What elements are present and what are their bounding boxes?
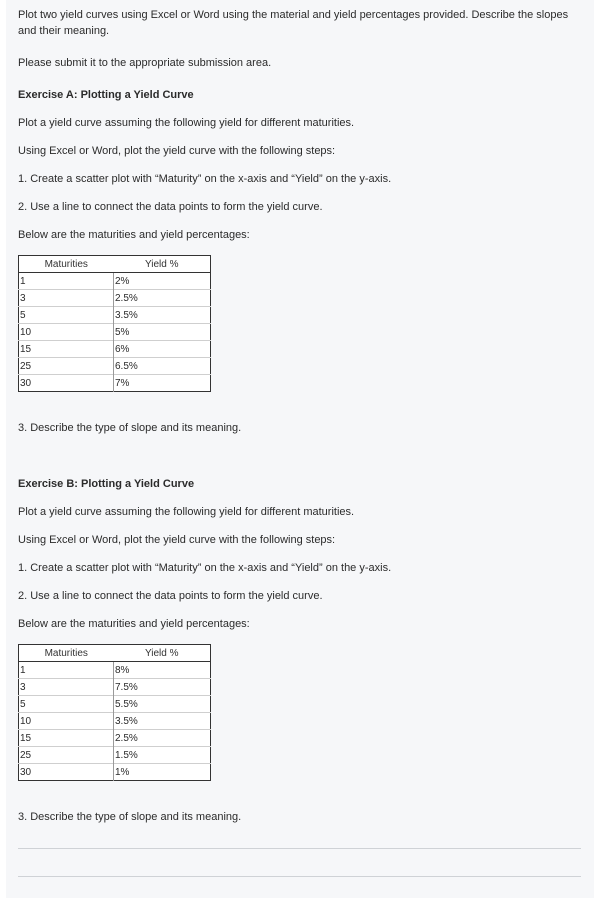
yield-cell: 3.5% <box>114 307 211 324</box>
yield-cell: 3.5% <box>114 713 211 730</box>
maturity-cell: 15 <box>19 341 114 358</box>
exercise-a-heading: Exercise A: Plotting a Yield Curve <box>18 89 194 101</box>
yield-cell: 8% <box>115 664 130 676</box>
maturity-cell: 10 <box>19 713 114 730</box>
table-row <box>19 358 211 375</box>
table-row <box>19 324 211 341</box>
exercise-b-heading: Exercise B: Plotting a Yield Curve <box>18 478 195 490</box>
exercise-b-step-1: 1. Create a scatter plot with “Maturity” on the x-axis and “Yield” on the y-axis. <box>18 562 392 574</box>
exercise-a-step-2: 2. Use a line to connect the data points to form the yield curve. <box>18 201 323 213</box>
yield-cell: 7.5% <box>114 679 211 696</box>
table-row <box>19 662 211 679</box>
maturity-cell: 25 <box>19 358 114 375</box>
table-header-row <box>19 645 211 662</box>
submit-instruction: Please submit it to the appropriate submission area. <box>18 57 272 69</box>
maturity-cell: 1 <box>19 662 114 679</box>
maturity-cell: 3 <box>19 679 114 696</box>
yield-cell: 6% <box>114 341 211 358</box>
maturity-cell: 5 <box>19 307 114 324</box>
answer-line-divider <box>18 848 581 849</box>
table-row <box>19 290 211 307</box>
document-page <box>6 0 594 898</box>
maturity-cell: 25 <box>19 747 114 764</box>
maturity-cell: 10 <box>19 324 114 341</box>
table-row <box>19 679 211 696</box>
col-header-yield: Yield % <box>114 645 211 662</box>
intro-paragraph: Plot two yield curves using Excel or Word using the material and yield percentages provided. Describe the slopes and their meaning. <box>18 9 569 37</box>
yield-cell: 6.5% <box>114 358 211 375</box>
yield-cell: 2.5% <box>114 290 211 307</box>
exercise-b-step-2: 2. Use a line to connect the data points to form the yield curve. <box>18 590 323 602</box>
maturity-cell: 3 <box>19 290 114 307</box>
answer-line-divider <box>18 876 581 877</box>
col-header-maturities: Maturities <box>19 256 114 273</box>
table-header-row <box>19 256 211 273</box>
exercise-b-step-3: 3. Describe the type of slope and its meaning. <box>18 811 242 823</box>
maturity-cell: 30 <box>19 375 114 392</box>
table-row <box>19 747 211 764</box>
yield-cell: 5% <box>114 324 211 341</box>
exercise-b-below: Below are the maturities and yield percentages: <box>18 618 250 630</box>
exercise-a-step-1: 1. Create a scatter plot with “Maturity” on the x-axis and “Yield” on the y-axis. <box>18 173 392 185</box>
exercise-a-below: Below are the maturities and yield percentages: <box>18 229 250 241</box>
yield-cell: 7% <box>114 375 211 392</box>
table-row <box>19 764 211 781</box>
maturity-cell: 5 <box>19 696 114 713</box>
table-row <box>19 341 211 358</box>
table-row <box>19 696 211 713</box>
exercise-a-using: Using Excel or Word, plot the yield curve with the following steps: <box>18 145 336 157</box>
table-row <box>19 730 211 747</box>
exercise-b-using: Using Excel or Word, plot the yield curve with the following steps: <box>18 534 336 546</box>
exercise-b-yield-table <box>18 644 211 781</box>
yield-cell: 1.5% <box>114 747 211 764</box>
maturity-cell: 15 <box>19 730 114 747</box>
yield-cell: 5.5% <box>114 696 211 713</box>
yield-cell: 2% <box>115 275 130 287</box>
table-row <box>19 273 211 290</box>
yield-cell: 2.5% <box>114 730 211 747</box>
exercise-b-assumption: Plot a yield curve assuming the following yield for different maturities. <box>18 506 355 518</box>
table-row <box>19 307 211 324</box>
col-header-yield: Yield % <box>114 256 211 273</box>
exercise-a-assumption: Plot a yield curve assuming the following yield for different maturities. <box>18 117 355 129</box>
exercise-a-step-3: 3. Describe the type of slope and its meaning. <box>18 422 242 434</box>
table-row <box>19 375 211 392</box>
table-row <box>19 713 211 730</box>
maturity-cell: 30 <box>19 764 114 781</box>
col-header-maturities: Maturities <box>19 645 114 662</box>
exercise-a-yield-table <box>18 255 211 392</box>
maturity-cell: 1 <box>19 273 114 290</box>
yield-cell: 1% <box>114 764 211 781</box>
